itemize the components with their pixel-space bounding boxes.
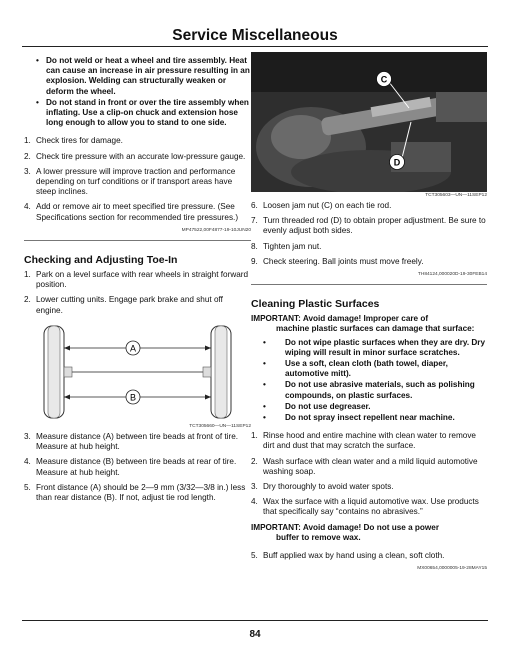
callout-a: A	[129, 343, 137, 354]
toe-steps-continued	[24, 432, 251, 503]
callout-c: C	[380, 74, 388, 85]
list-item: 9. Check steering. Ball joints must move freely.	[251, 256, 424, 266]
list-item: 2. Lower cutting units. Engage park brake and shut off engine.	[24, 295, 223, 315]
tire-steps	[24, 136, 251, 222]
reference-code: TH84124,000020D-19-30FEB14	[417, 272, 487, 278]
plastic-care-list	[251, 338, 487, 424]
list-item: 3. Measure distance (A) between tire beads at front of tire. Measure at hub height.	[24, 432, 239, 452]
care-item: • Do not use abrasive materials, such as polishing compounds, on plastic surfaces.	[251, 380, 487, 400]
callout-b: B	[129, 392, 137, 403]
toe-steps	[24, 270, 251, 316]
list-item: 5. Buff applied wax by hand using a clean, soft cloth.	[251, 551, 445, 561]
final-step	[251, 551, 487, 561]
section-title-plastic: Cleaning Plastic Surfaces	[251, 298, 380, 311]
warning-list	[24, 56, 251, 128]
footer-rule	[22, 620, 488, 621]
list-item: 4. Measure distance (B) between tire beads at rear of tire. Measure at hub height.	[24, 457, 237, 477]
care-item: • Do not spray insect repellent near machine.	[251, 413, 487, 423]
list-item: 1. Check tires for damage.	[24, 136, 123, 146]
photo-code: TCT305603—UN—11SEP12	[425, 193, 487, 198]
care-item: • Do not use degreaser.	[251, 402, 487, 412]
list-item: 7. Turn threaded rod (D) to obtain proper adjustment. Be sure to evenly adjust both sides.	[251, 216, 486, 236]
list-item: 4. Wax the surface with a liquid automotive wax. Use products that specifically say “contains no abrasives.”	[251, 497, 479, 517]
callout-d: D	[393, 157, 401, 168]
left-column	[24, 52, 251, 508]
adjust-steps	[251, 201, 487, 267]
header-rule	[22, 46, 488, 47]
tire-diagram-svg	[24, 321, 251, 421]
tie-rod-photo	[251, 52, 487, 192]
tie-rod-photo-svg	[251, 52, 487, 192]
page-number: 84	[249, 629, 261, 640]
figure-code: TCT305660—UN—11SEP12	[189, 424, 251, 430]
warning-item: • Do not stand in front or over the tire assembly when inflating. Use a clip-on chuck and extension hose long enough to allow you to stand to one side.	[24, 98, 251, 129]
section-divider	[24, 240, 251, 241]
list-item: 1. Rinse hood and entire machine with clean water to remove dirt and dust that may scratch the surface.	[251, 431, 476, 451]
warning-item: • Do not weld or heat a wheel and tire assembly. Heat can cause an increase in air pressure resulting in an explosion. Welding can structurally weaken or deform the wheel.	[24, 56, 251, 97]
list-item: 3. A lower pressure will improve traction and performance depending on turf conditions or if transport areas have steep inclines.	[24, 166, 236, 197]
care-item: • Do not wipe plastic surfaces when they are dry. Dry wiping will result in minor surface scratches.	[251, 338, 487, 358]
list-item: 2. Wash surface with clean water and a mild liquid automotive washing soap.	[251, 456, 478, 476]
list-item: 8. Tighten jam nut.	[251, 241, 322, 251]
list-item: 2. Check tire pressure with an accurate low-pressure gauge.	[24, 151, 246, 161]
section-divider	[251, 284, 487, 285]
care-item: • Use a soft, clean cloth (bath towel, diaper, automotive mitt).	[251, 359, 487, 379]
list-item: 5. Front distance (A) should be 2—9 mm (3/32—3/8 in.) less than rear distance (B). If not, adjust tie rod length.	[24, 482, 246, 503]
important-notice: IMPORTANT: Avoid damage! Do not use a power buffer to remove wax.	[251, 522, 440, 542]
important-notice: IMPORTANT: Avoid damage! Improper care of machine plastic surfaces can damage that surface:	[251, 314, 475, 334]
right-column	[251, 52, 487, 572]
list-item: 6. Loosen jam nut (C) on each tie rod.	[251, 201, 392, 210]
reference-code: MP47522,00F4877-19-10JUN20	[181, 227, 251, 233]
toe-in-diagram	[24, 321, 251, 430]
cleaning-steps	[251, 431, 487, 517]
list-item: 4. Add or remove air to meet specified tire pressure. (See Specifications section for recommended tire pressures.)	[24, 202, 239, 222]
list-item: 3. Dry thoroughly to avoid water spots.	[251, 482, 394, 492]
section-title-toe-in: Checking and Adjusting Toe-In	[24, 253, 178, 266]
reference-code: MX00654,0000005-19-28MAY15	[417, 566, 487, 572]
list-item: 1. Park on a level surface with rear wheels in straight forward position.	[24, 270, 249, 290]
page-title: Service Miscellaneous	[172, 27, 338, 44]
